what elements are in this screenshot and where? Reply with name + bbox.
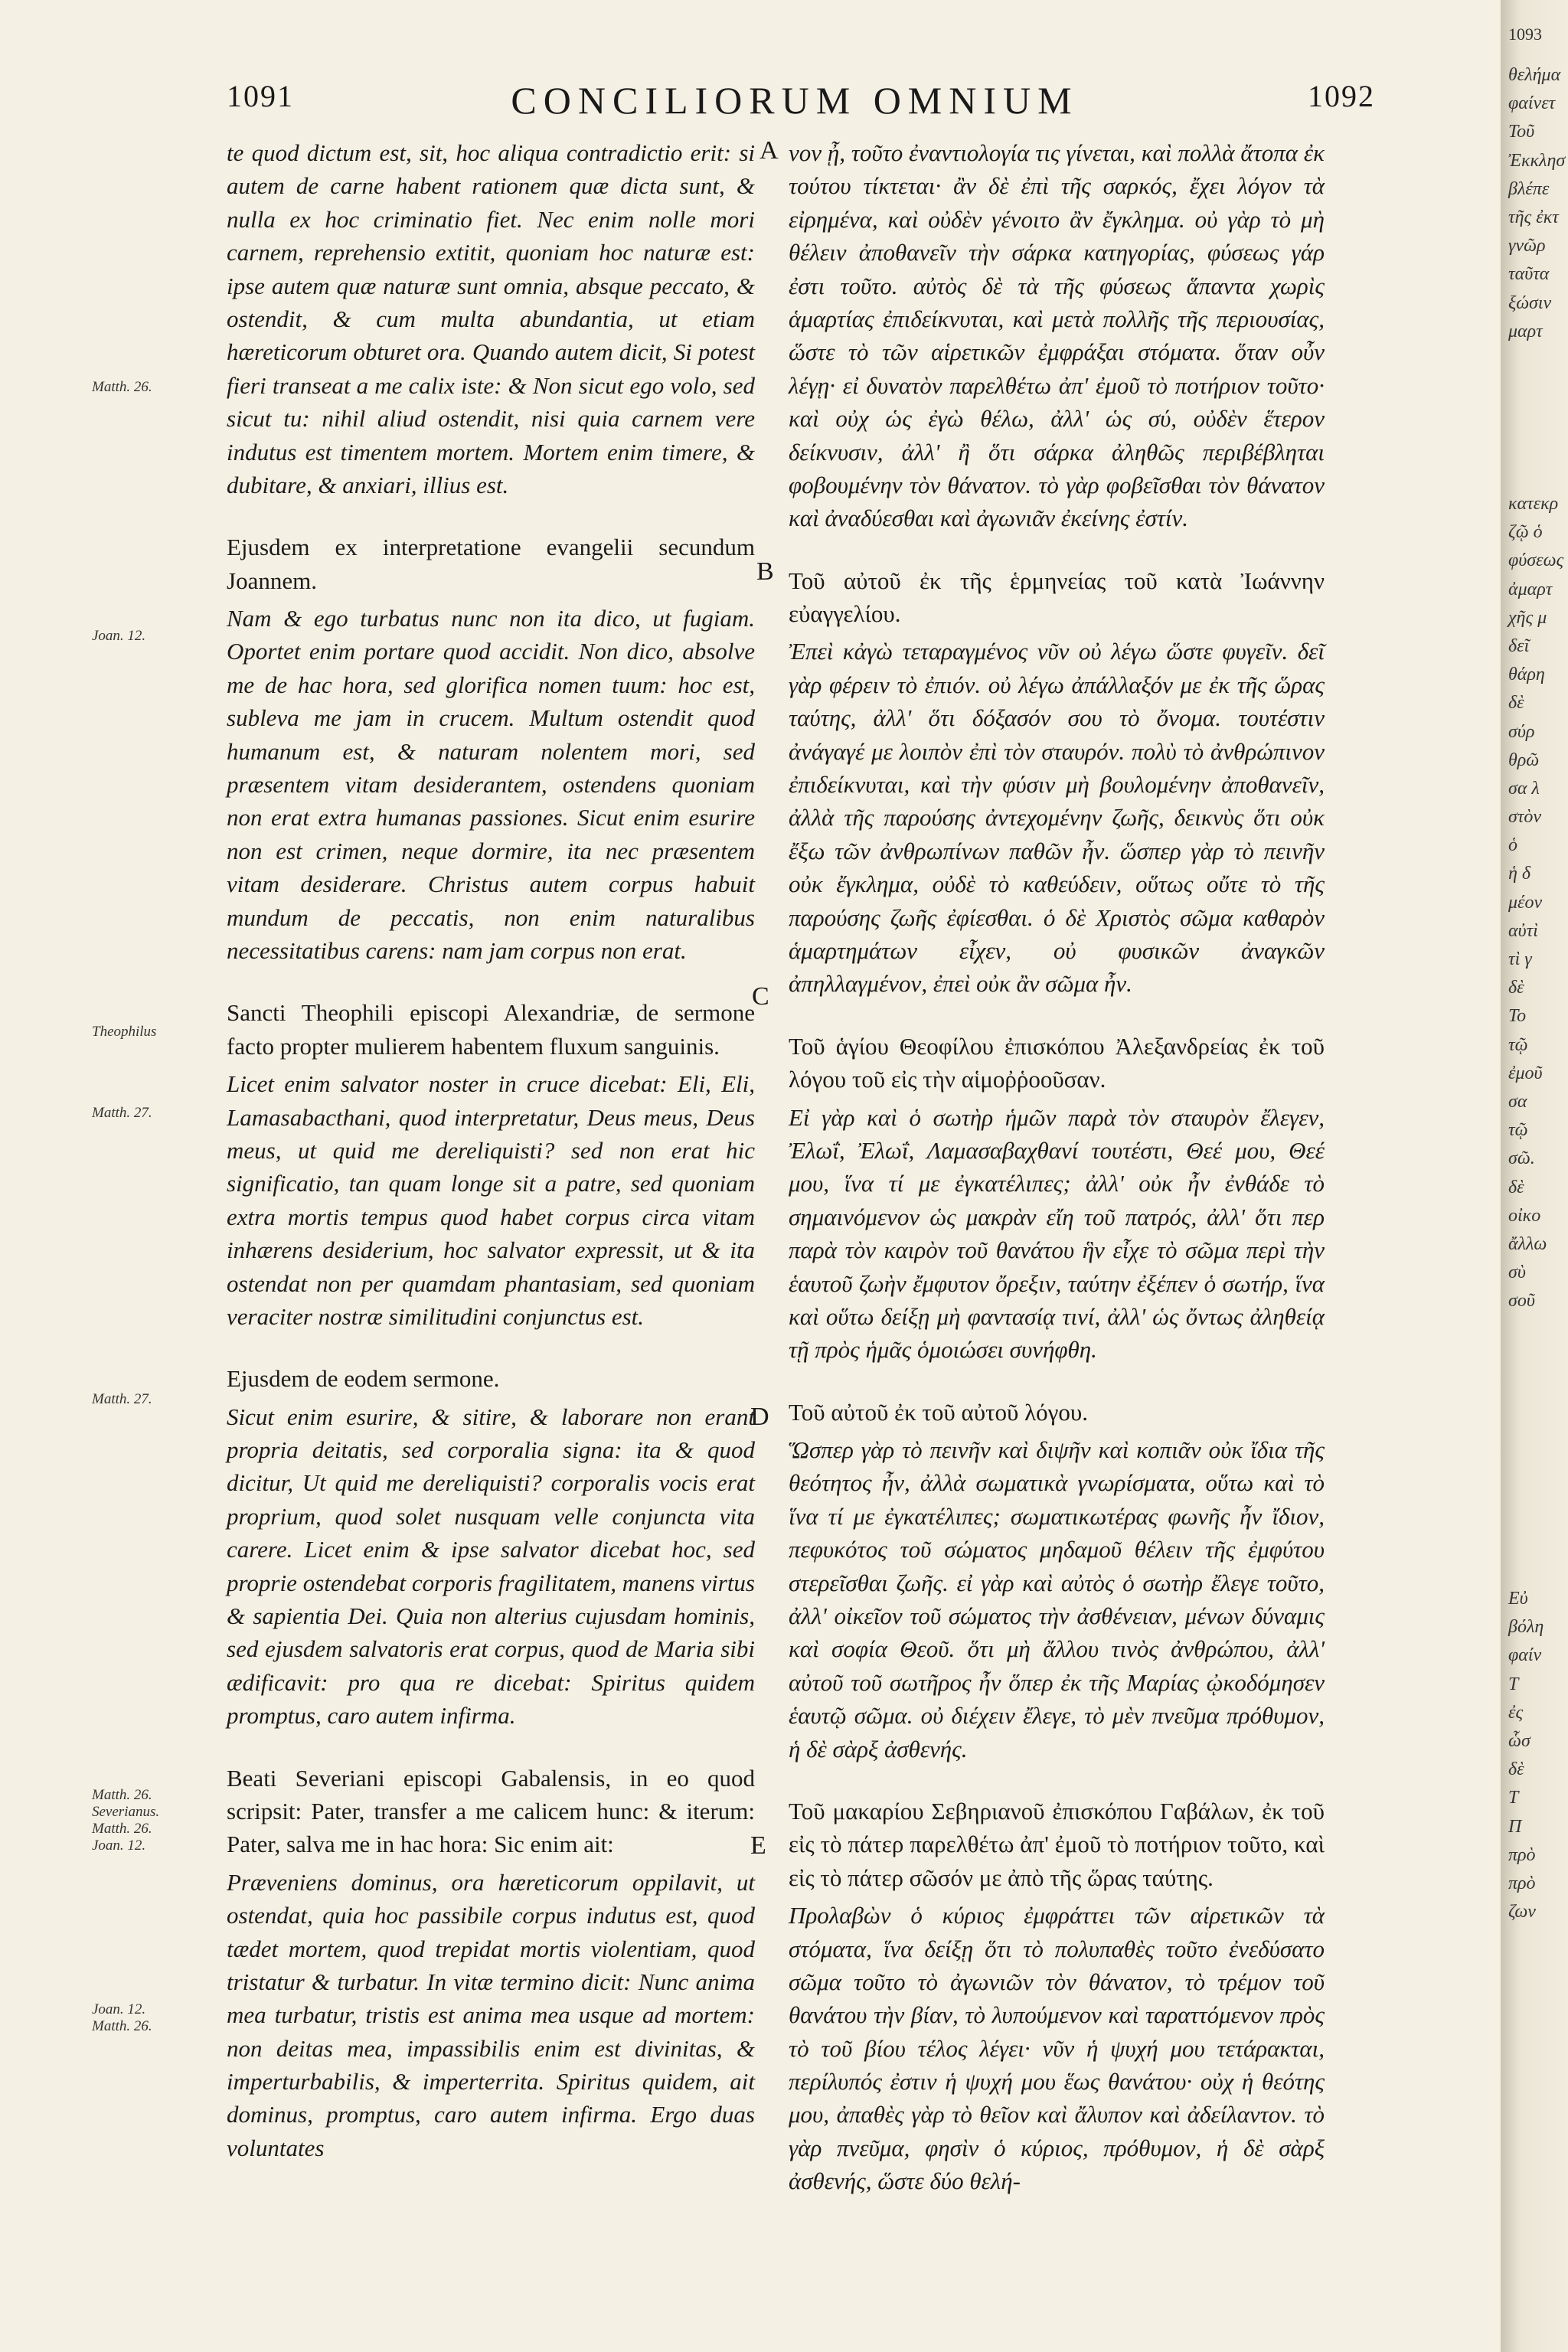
facing-page-text: κατεκρ ζῷ ὁ φύσεως ἀμαρτ χῆς μ δεῖ θάρη δὲ σύρ θρῶ σα λ στὸν ὁ ἡ δ μέον αὐτὶ τὶ γ δὲ Το τῷ ἐμοῦ σα τῷ σῶ. δὲ οἰκο ἄλλω σὺ σοῦ bbox=[1508, 494, 1564, 1312]
margin-note: Joan. 12. bbox=[92, 2001, 146, 2017]
margin-note: Matth. 26. bbox=[92, 379, 152, 395]
margin-note: Joan. 12. bbox=[92, 628, 146, 644]
right-page-number: 1092 bbox=[1308, 79, 1375, 113]
section-letter-a: A bbox=[760, 136, 779, 165]
section-letter-e: E bbox=[750, 1831, 766, 1860]
margin-note: Matth. 26. bbox=[92, 1821, 152, 1837]
running-title: CONCILIORUM OMNIUM bbox=[511, 79, 1079, 122]
latin-section-heading: Sancti Theophili episcopi Alexandriæ, de sermone facto propter mulierem habentem fluxum sanguinis. bbox=[227, 999, 755, 1060]
greek-paragraph: Ἐπεὶ κἀγὼ τεταραγμένος νῦν οὐ λέγω ὥστε φυγεῖν. δεῖ γὰρ φέρειν τὸ ἐπιόν. οὐ λέγω ἀπάλλαξόν με ἐκ τῆς ὥρας ταύτης, ἀλλ' ὅτι δόξασόν σου τὸ ὄνομα. τουτέστιν ἀνάγαγέ με λοιπὸν ἐπὶ τὸν σταυρόν. πολὺ τὸ ἀνθρώπινον ἐπιδείκνυται, καὶ τὴν φύσιν μὴ βουλομένην ἀποθανεῖν, ἀλλὰ τῆς παρούσης ἀντεχομένην ζωῆς, δεικνὺς ὅτι οὐκ ἔξω τῶν ἀνθρωπίνων παθῶν ἦν. ὥσπερ γὰρ τὸ πεινῆν οὐκ ἔγκλημα, οὐδὲ τὸ καθεύδειν, οὕτως οὔτε τὸ τῆς παρούσης ζωῆς ἐφίεσθαι. ὁ δὲ Χριστὸς σῶμα καθαρὸν ἁμαρτημάτων εἶχεν, οὐ φυσικῶν ἀναγκῶν ἀπηλλαγμένον, ἐπεὶ οὐκ ἂν σῶμα ἦν. bbox=[789, 638, 1325, 998]
latin-paragraph: Licet enim salvator noster in cruce dicebat: Eli, Eli, Lamasabacthani, quod interpretatur, Deus meus, Deus meus, ut quid me dereliquisti? sed non erat hic significatio, tan quam longe sit a patre, sed quoniam extra mortis tempus quod habet corpus circa vitam inhærens desiderium, hoc salvator expressit, ut & ita ostendat non per quamdam phantasiam, sed quoniam veraciter nostræ similitudini conjunctus est. bbox=[227, 1070, 755, 1330]
margin-note: Matth. 27. bbox=[92, 1105, 152, 1121]
facing-page-edge bbox=[1501, 0, 1568, 2352]
greek-section-heading: Τοῦ αὐτοῦ ἐκ τοῦ αὐτοῦ λόγου. bbox=[789, 1398, 1088, 1426]
greek-paragraph: νον ᾖ, τοῦτο ἐναντιολογία τις γίνεται, καὶ πολλὰ ἄτοπα ἐκ τούτου τίκτεται· ἂν δὲ ἐπὶ τῆς σαρκός, ἔχει λόγον τὰ εἰρημένα, καὶ οὐδὲν γένοιτο ἂν ἔγκλημα. οὐ γὰρ τὸ μὴ θέλειν ἀποθανεῖν τὴν σάρκα κατηγορίας, φύσεως γάρ ἐστι τοῦτο. αὐτὸς δὲ τὰ τῆς φύσεως ἅπαντα χωρὶς ἁμαρτίας ἐπιδείκνυται, καὶ μετὰ πολλῆς τῆς περιουσίας, ὥστε τὸ τῶν αἱρετικῶν ἐμφράξαι στόματα. ὅταν οὖν λέγῃ· εἰ δυνατὸν παρελθέτω ἀπ' ἐμοῦ τὸ ποτήριον τοῦτο· καὶ οὐχ ὡς ἐγὼ θέλω, ἀλλ' ὡς σύ, οὐδὲν ἕτερον δείκνυσιν, ἀλλ' ἢ ὅτι σάρκα ἀληθῶς περιβέβληται φοβουμένην τὸν θάνατον. τὸ γὰρ φοβεῖσθαι τὸν θάνατον καὶ ἀναδύεσθαι καὶ ἀγωνιᾶν ἐκείνης ἐστίν. bbox=[789, 139, 1325, 532]
greek-section-heading: Τοῦ αὐτοῦ ἐκ τῆς ἑρμηνείας τοῦ κατὰ Ἰωάννην εὐαγγελίου. bbox=[789, 567, 1325, 628]
latin-paragraph: te quod dictum est, sit, hoc aliqua contradictio erit: si autem de carne habent rationem quæ dicta sunt, & nulla ex hoc criminatio fiet. Nec enim nolle mori carnem, reprehensio extitit, quoniam hoc naturæ est: ipse autem quæ naturæ sunt omnia, absque peccato, & ostendit, & cum multa abundantia, ut etiam hæreticorum obturet ora. Quando autem dicit, Si potest fieri transeat a me calix iste: & Non sicut ego volo, sed sicut tu: nihil aliud ostendit, nisi quia carnem vere indutus est timentem mortem. Mortem enim timere, & dubitare, & anxiari, illius est. bbox=[227, 139, 755, 498]
margin-note: Matth. 26. bbox=[92, 2018, 152, 2034]
latin-paragraph: Præveniens dominus, ora hæreticorum oppilavit, ut ostendat, quia hoc passibile corpus indutus est, quod tædet mortem, quod trepidat mortis violentiam, quod tristatur & turbatur. In vitæ termino dicit: Nunc anima mea turbatur, tristis est anima mea usque ad mortem: non deitas mea, impassibilis enim est divinitas, & imperturbabilis, & imperterrita. Spiritus quidem, ait dominus, promptus, caro autem infirma. Ergo duas voluntates bbox=[227, 1868, 755, 2161]
section-letter-d: D bbox=[750, 1403, 769, 1431]
latin-paragraph: Nam & ego turbatus nunc non ita dico, ut fugiam. Oportet enim portare quod accidit. Non dico, absolve me de hac hora, sed glorifica nomen tuum: hoc est, sublevа me jam in crucem. Multum ostendit quod humanum est, & naturam nolentem mori, sed præsentem vitam desiderantem, ostendens quoniam non erat extra humanas passiones. Sicut enim esurire non est crimen, neque dormire, ita nec præsentem vitam desiderare. Christus autem corpus habuit mundum de peccatis, non enim naturalibus necessitatibus carens: nam jam corpus non erat. bbox=[227, 605, 755, 964]
latin-section-heading: Ejusdem de eodem sermone. bbox=[227, 1365, 500, 1393]
greek-section-heading: Τοῦ μακαρίου Σεβηριανοῦ ἐπισκόπου Γαβάλων, ἐκ τοῦ εἰς τὸ πάτερ παρελθέτω ἀπ' ἐμοῦ τὸ ποτήριον τοῦτο, καὶ εἰς τὸ πάτερ σῶσόν με ἀπὸ τῆς ὥρας ταύτης. bbox=[789, 1797, 1325, 1891]
margin-note: Severianus. bbox=[92, 1804, 160, 1820]
greek-paragraph: Εἰ γὰρ καὶ ὁ σωτὴρ ἡμῶν παρὰ τὸν σταυρὸν ἔλεγεν, Ἐλωΐ, Ἐλωΐ, Λαμασαβαχθανί τουτέστι, Θεέ μου, Θεέ μου, ἵνα τί με ἐγκατέλιπες; ἀλλ' οὐκ ἦν ἐνθάδε τὸ σημαινόμενον ὡς μακρὰν εἴη τοῦ πατρός, ἀλλ' ὅτι περ παρὰ τὸν καιρὸν τοῦ θανάτου ἣν εἶχε τὸ σῶμα περὶ τὴν ἑαυτοῦ ζωὴν ἔμφυτον ὄρεξιν, ταύτην ἐξέπεν ὁ σωτήρ, ἵνα καὶ οὕτω δείξῃ μὴ φαντασίᾳ τινί, ἀλλ' ὡς ὄντως ἀληθείᾳ τῇ πρὸς ἡμᾶς ὁμοιώσει συνήφθη. bbox=[789, 1103, 1325, 1364]
left-page-number: 1091 bbox=[227, 79, 294, 113]
latin-section-heading: Ejusdem ex interpretatione evangelii secundum Joannem. bbox=[227, 534, 755, 594]
running-header bbox=[0, 78, 1501, 132]
margin-note: Matth. 26. bbox=[92, 1787, 152, 1803]
section-letter-c: C bbox=[752, 982, 769, 1011]
margin-note: Matth. 27. bbox=[92, 1391, 152, 1407]
facing-page-text: Εὐ βόλη φαίν Τ ἐς ὧσ δὲ Τ Π πρὸ πρὸ ζων bbox=[1508, 1589, 1544, 1922]
margin-note: Joan. 12. bbox=[92, 1838, 146, 1854]
section-letter-b: B bbox=[756, 557, 774, 586]
facing-page-text: θελήμα φαίνετ Τοῦ Ἐκκλησ βλέπε τῆς ἐκτ γνῶρ ταῦτα ξώσιν μαρτ bbox=[1508, 65, 1566, 341]
greek-paragraph: Προλαβὼν ὁ κύριος ἐμφράττει τῶν αἱρετικῶν τὰ στόματα, ἵνα δείξῃ ὅτι τὸ πολυπαθὲς τοῦτο ἐνεδύσατο σῶμα τοῦτο τὸ ἀγωνιῶν τὸν θάνατον, τὸ τρέμον τοῦ θανάτου τὴν βίαν, τὸ λυπούμενον καὶ ταραττόμενον πρὸς τὸ τοῦ βίου τέλος λέγει· νῦν ἡ ψυχή μου τετάρακται, περίλυπός ἐστιν ἡ ψυχή μου ἕως θανάτου· οὐχ ἡ θεότης μου, ἀπαθὲς γὰρ τὸ θεῖον καὶ ἄλυπον καὶ ἀδείλαντον. τὸ γὰρ πνεῦμα, φησὶν ὁ κύριος, πρόθυμον, ἡ δὲ σὰρξ ἀσθενής, ὥστε δύο θελή- bbox=[789, 1902, 1325, 2195]
latin-column bbox=[227, 136, 755, 2172]
greek-column bbox=[789, 136, 1325, 2206]
facing-page-number: 1093 bbox=[1508, 24, 1542, 44]
latin-paragraph: Sicut enim esurire, & sitire, & laborare non erant propria deitatis, sed corporalia signa: ita & quod dicitur, Ut quid me dereliquisti? corporalis vocis erat proprium, quod solet nusquam velle conjuncta vita carere. Licet enim & ipse salvator dicebat hoc, sed proprie ostendebat corporis fragilitatem, manens virtus & sapientia Dei. Quia non alterius cujusdam hominis, sed ejusdem salvatoris erat corpus, quod de Maria sibi ædificavit: pro qua re dicebat: Spiritus quidem promptus, caro autem infirma. bbox=[227, 1403, 755, 1730]
greek-paragraph: Ὥσπερ γὰρ τὸ πεινῆν καὶ διψῆν καὶ κοπιᾶν οὐκ ἴδια τῆς θεότητος ἦν, ἀλλὰ σωματικὰ γνωρίσματα, οὕτω καὶ τὸ ἵνα τί με ἐγκατέλιπες; σωματικωτέρας φωνῆς ἦν ἴδιον, πεφυκότος τοῦ σώματος μηδαμοῦ θέλειν τῆς ἐμφύτου στερεῖσθαι ζωῆς. εἰ γὰρ καὶ αὐτὸς ὁ σωτὴρ ἔλεγε τοῦτο, ἀλλ' οἰκεῖον τοῦ σώματος τὴν ἀσθένειαν, μένων δύναμις καὶ σοφία Θεοῦ. ὅτι μὴ ἄλλου τινὸς ἀνθρώπου, ἀλλ' αὐτοῦ τοῦ σωτῆρος ἦν ὅπερ ἐκ τῆς Μαρίας ᾠκοδόμησεν ἑαυτῷ σῶμα. οὐ διέχειν ἔλεγε, τὸ μὲν πνεῦμα πρόθυμον, ἡ δὲ σὰρξ ἀσθενής. bbox=[789, 1436, 1325, 1762]
latin-section-heading: Beati Severiani episcopi Gabalensis, in eo quod scripsit: Pater, transfer a me calicem hunc: & iterum: Pater, salva me in hac hora: Sic enim ait: bbox=[227, 1764, 755, 1858]
greek-section-heading: Τοῦ ἁγίου Θεοφίλου ἐπισκόπου Ἀλεξανδρείας ἐκ τοῦ λόγου τοῦ εἰς τὴν αἱμοῤῥοοῦσαν. bbox=[789, 1032, 1325, 1093]
margin-note: Theophilus bbox=[92, 1024, 157, 1040]
